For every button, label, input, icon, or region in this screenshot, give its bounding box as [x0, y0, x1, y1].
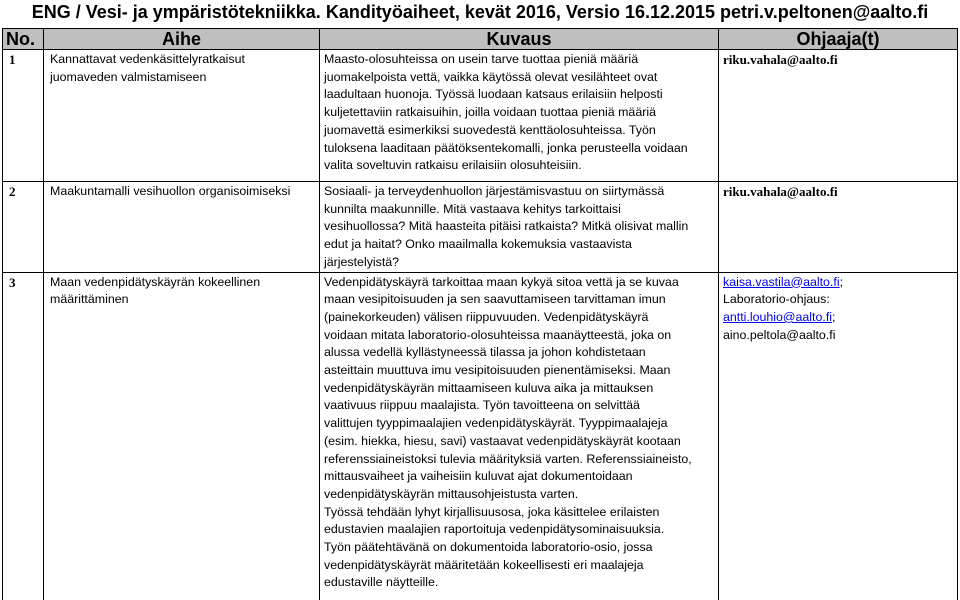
description-line: laadultaan huonoja. Työssä luodaan katsaus erilaisiin helposti — [324, 87, 663, 102]
description-line: juomavettä esimerkiksi suovedestä kenttäolosuhteissa. Työn — [324, 122, 656, 137]
column-header-aihe: Aihe — [44, 29, 320, 50]
separator: ; — [832, 309, 836, 324]
description-line: Työssä tehdään lyhyt kirjallisuusosa, joka käsittelee erilaisten — [324, 504, 660, 519]
topic-title: Kannattavat vedenkäsittelyratkaisut juomaveden valmistamiseen — [44, 50, 320, 182]
lab-supervision-label: Laboratorio-ohjaus: — [723, 292, 830, 307]
description-line: valittujen tyyppimaalajien vedenpidätyskäyrät. Tyyppimaalajeja — [324, 416, 668, 431]
topic-description — [320, 272, 719, 600]
description-line: juomakelpoista vettä, vaikka käytössä olevat vesilähteet ovat — [324, 69, 658, 84]
supervisor-cell — [719, 50, 958, 182]
description-line: vesihuollossa? Mitä haasteita pitäisi ratkaista? Mitkä olisivat mallin — [324, 219, 689, 234]
topics-table — [2, 28, 958, 600]
table-row — [3, 50, 958, 182]
column-header-no: No. — [3, 29, 44, 50]
topic-title: Maakuntamalli vesihuollon organisoimiseksi — [44, 182, 320, 273]
description-line: kuljetettaviin ratkaisuihin, joilla voidaan tuottaa pieniä määriä — [324, 105, 656, 120]
description-line: alussa vedellä kyllästyneessä tilassa ja johon kohdistetaan — [324, 345, 646, 360]
description-line: valita soveltuvin ratkaisu erilaisiin olosuhteisiin. — [324, 158, 582, 173]
description-line: vedenpidätyskäyrät määritetään kokeellisesti eri maalajeja — [324, 557, 644, 572]
row-number: 1 — [3, 50, 44, 182]
description-line: edustavien maalajien raportoituja vedenpidätysominaisuuksia. — [324, 522, 665, 537]
description-line: asteittain muuttuva imu vesipitoisuuden pienentämiseksi. Maan — [324, 363, 671, 378]
topic-description — [320, 182, 719, 273]
description-line: maan vesipitoisuuden ja sen saavuttamiseen tarvittaman imun — [324, 292, 666, 307]
supervisor-email-link[interactable]: kaisa.vastila@aalto.fi — [723, 274, 840, 289]
row-number: 2 — [3, 182, 44, 273]
row-number: 3 — [3, 272, 44, 600]
description-line: Vedenpidätyskäyrä tarkoittaa maan kykyä sitoa vettä ja se kuvaa — [324, 274, 679, 289]
description-line: Maasto-olosuhteissa on usein tarve tuottaa pieniä määriä — [324, 52, 639, 66]
description-line: Työn päätehtävänä on dokumentoida laboratorio-osio, jossa — [324, 540, 653, 555]
separator: ; — [839, 274, 844, 289]
supervisor-cell — [719, 272, 958, 600]
supervisor-line — [723, 274, 953, 292]
description-line: tuloksena laaditaan päätöksentekomalli, jonka perusteella voidaan — [324, 140, 688, 155]
table-row — [3, 272, 958, 600]
supervisor-email-link[interactable]: antti.louhio@aalto.fi — [723, 309, 833, 324]
supervisor-email: aino.peltola@aalto.fi — [723, 327, 836, 342]
page-title: ENG / Vesi- ja ympäristötekniikka. Kandityöaiheet, kevät 2016, Versio 16.12.2015 petri.v.peltonen@aalto.fi — [31, 2, 929, 22]
description-line: vedenpidätyskäyrän mittausohjeistusta varten. — [324, 486, 579, 501]
description-line: referenssiaineistoksi tulevia määrityksiä varten. Referenssiaineisto, — [324, 451, 692, 466]
description-line: kunnilta maakunnille. Mitä vastaava kehitys tarkoittaisi — [324, 201, 621, 216]
description-line: järjestelyistä? — [324, 254, 400, 269]
supervisor-email: riku.vahala@aalto.fi — [723, 184, 838, 199]
description-line: edustaville näytteille. — [324, 575, 439, 590]
table-row — [3, 182, 958, 273]
supervisor-line — [723, 309, 953, 327]
supervisor-cell — [719, 182, 958, 273]
column-header-ohjaaja: Ohjaaja(t) — [719, 29, 958, 50]
column-header-kuvaus: Kuvaus — [320, 29, 719, 50]
description-line: vedenpidätyskäyrän mittaamiseen kuluva aika ja mittauksen — [324, 380, 654, 395]
topic-title: Maan vedenpidätyskäyrän kokeellinen määrittäminen — [44, 272, 320, 600]
description-line: mittausvaiheet ja vaiheisiin kuluvat ajat dokumentoidaan — [324, 469, 633, 484]
description-line: voidaan mitata laboratorio-olosuhteissa maanäytteestä, joka on — [324, 327, 672, 342]
supervisor-email: riku.vahala@aalto.fi — [723, 52, 838, 67]
table-header-row — [3, 29, 958, 50]
description-line: vaativuus riippuu maalajista. Työn tavoitteena on selvittää — [324, 398, 640, 413]
topic-description — [320, 50, 719, 182]
description-line: Sosiaali- ja terveydenhuollon järjestämisvastuu on siirtymässä — [324, 184, 665, 198]
description-line: (esim. hiekka, hiesu, savi) vastaavat vedenpidätyskäyrät kootaan — [324, 433, 681, 448]
description-line: (painekorkeuden) välisen riippuvuuden. Vedenpidätyskäyrä — [324, 309, 649, 324]
description-line: edut ja haitat? Onko maailmalla kokemuksia vastaavista — [324, 237, 632, 252]
